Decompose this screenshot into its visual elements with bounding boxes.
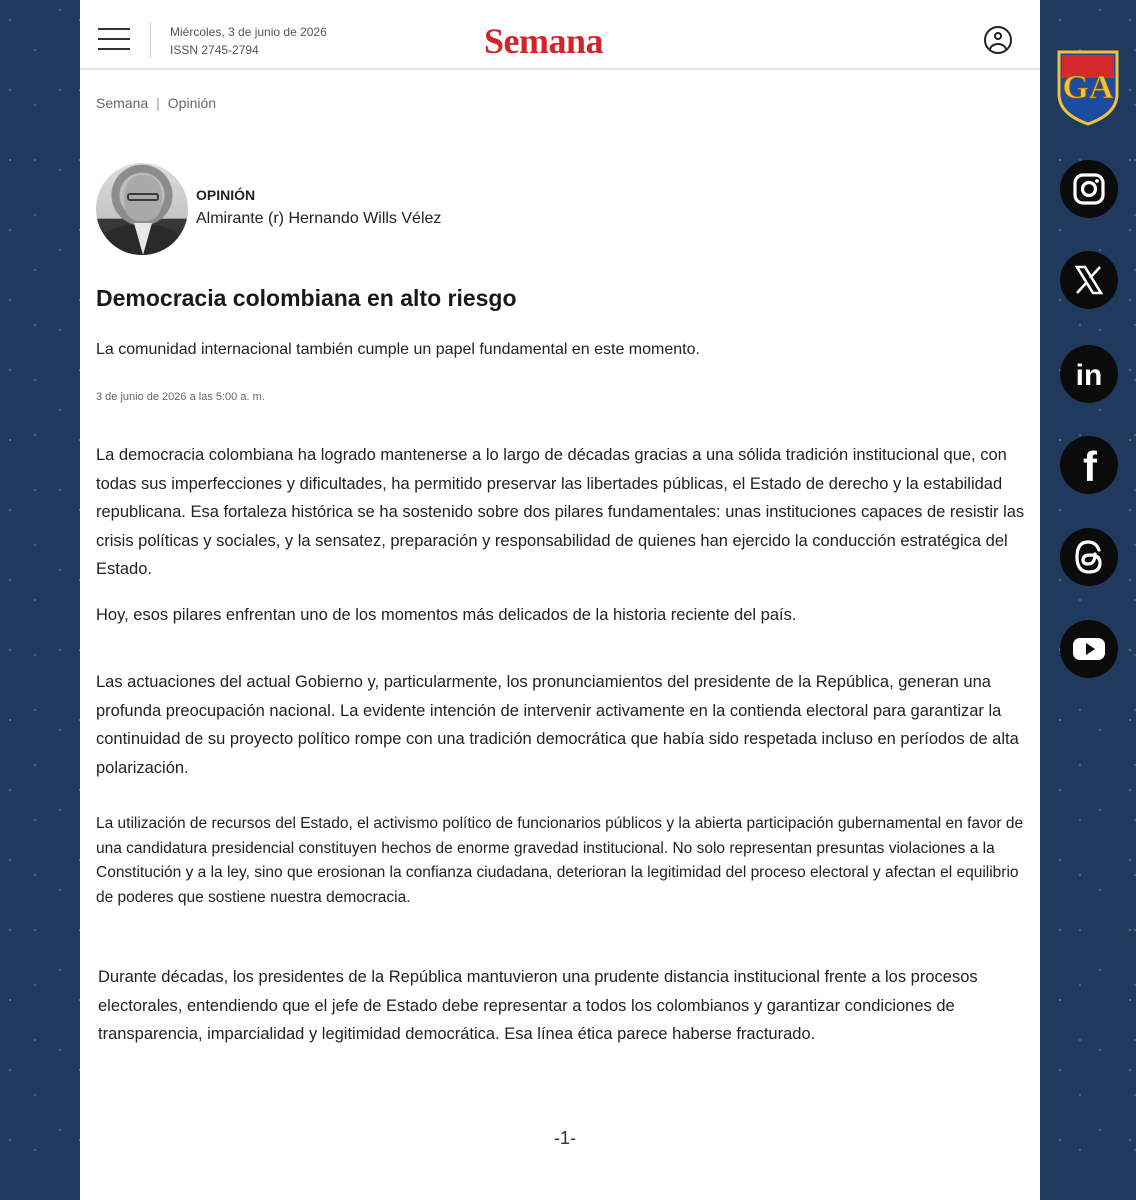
author-avatar[interactable] xyxy=(96,163,188,255)
article-timestamp: 3 de junio de 2026 a las 5:00 a. m. xyxy=(96,391,265,403)
page-number: -1- xyxy=(554,1128,576,1148)
header-date: Miércoles, 3 de junio de 2026 xyxy=(170,25,327,39)
menu-line-icon xyxy=(98,48,130,50)
linkedin-icon[interactable] xyxy=(1060,345,1118,403)
facebook-icon[interactable] xyxy=(1060,436,1118,494)
linkedin-text: in xyxy=(1075,359,1103,392)
article-paragraph: La utilización de recursos del Estado, el activismo político de funcionarios públicos y la abierta participación gubernamental en favor de una candidatura presidencial constituyen hechos de enorme gravedad institucional. No solo representan presuntas violaciones a la Constitución y a la ley, sino que erosionan la confianza ciudadana, deterioran la legitimidad del proceso electoral y afectan el equilibrio de poderes que sostiene nuestra democracia. xyxy=(96,815,1024,906)
author-name-link[interactable]: Almirante (r) Hernando Wills Vélez xyxy=(196,210,442,227)
facebook-text: f xyxy=(1083,443,1097,490)
user-account-icon[interactable] xyxy=(984,26,1012,54)
youtube-icon[interactable] xyxy=(1060,620,1118,678)
site-logo[interactable]: Semana xyxy=(484,21,604,61)
menu-line-icon xyxy=(98,38,130,40)
article-title: Democracia colombiana en alto riesgo xyxy=(96,285,517,311)
header-divider xyxy=(150,22,151,58)
x-icon[interactable] xyxy=(1060,251,1118,309)
menu-line-icon xyxy=(98,28,130,30)
breadcrumb xyxy=(96,95,216,111)
instagram-icon[interactable] xyxy=(1060,160,1118,218)
article-paragraph: Durante décadas, los presidentes de la República mantuvieron una prudente distancia institucional frente a los procesos electorales, entendiendo que el jefe de Estado debe representar a todos los colombianos y garantizar condiciones de transparencia, imparcialidad y legitimidad democrática. Esa línea ética parece haberse fracturado. xyxy=(98,968,978,1043)
article-paragraph: Hoy, esos pilares enfrentan uno de los momentos más delicados de la historia reciente del país. xyxy=(96,606,797,624)
header-issn: ISSN 2745-2794 xyxy=(170,43,259,57)
article-paragraph: Las actuaciones del actual Gobierno y, particularmente, los pronunciamientos del presidente de la República, generan una profunda preocupación nacional. La evidente intención de intervenir activamente en la contienda electoral para garantizar la continuidad de su proyecto político rompe con una tradición democrática que había sido respetada incluso en períodos de alta polarización. xyxy=(96,673,1019,777)
threads-icon[interactable] xyxy=(1060,528,1118,586)
site-header xyxy=(80,0,1040,70)
article-paragraph: La democracia colombiana ha logrado mantenerse a lo largo de décadas gracias a una sólida tradición institucional que, con todas sus imperfecciones y dificultades, ha permitido preservar las libertades públicas, el Estado de derecho y la estabilidad republicana. Esa fortaleza histórica se ha sostenido sobre dos pilares fundamentales: unas instituciones capaces de resistir las crisis políticas y sociales, y la sensatez, preparación y responsabilidad de quienes han ejercido la conducción estratégica del Estado. xyxy=(96,446,1025,578)
hamburger-menu-button[interactable] xyxy=(98,28,130,50)
article-page xyxy=(80,0,1040,1200)
header-date-block xyxy=(170,23,327,59)
crest-monogram: GA xyxy=(1062,69,1114,106)
article-subtitle: La comunidad internacional también cumple un papel fundamental en este momento. xyxy=(96,341,700,358)
section-label: OPINIÓN xyxy=(196,187,256,203)
breadcrumb-section-link[interactable]: Opinión xyxy=(167,95,217,111)
club-crest-icon[interactable] xyxy=(1055,48,1121,126)
breadcrumb-home-link[interactable]: Semana xyxy=(96,95,149,111)
breadcrumb-separator: | xyxy=(156,95,160,111)
